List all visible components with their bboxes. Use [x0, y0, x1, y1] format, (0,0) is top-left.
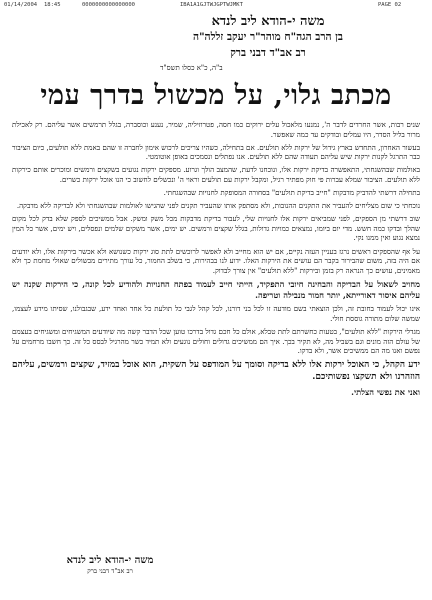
- fax-date: 01/14/2004: [4, 2, 38, 8]
- fax-sender-id: IBA1A1GJTWJGPTWJMKT: [180, 2, 243, 8]
- fax-time: 18:45: [44, 2, 61, 8]
- paragraph: על אף שהספקים ראשים נרגז בעניין העזה נקיים, אם יש הוא מחייב ולא לאפשר לרוכשים לתת סוג ירקות כשנושא ולא אכשר בירקות אלו, ולא יודעים אם היה בזה, משום שהבירור בקבר הם עושים את הירקות האלו. ידוע לנו בבהירות, כי בשלב החמור, כל עורך מתירים מכשולים שאולי מחמת כך ולא מאמינים, עושים כך הנראה רק בזמן ובירקות "ללא תולעים" אין צורך לבדוק.: [12, 246, 420, 275]
- paragraph: אינו יכול לעמוד בחובת זה, ולכן הוצאתי בשם מודעה זו לכל בני דורנו, לכל קהל לגבי כל תולעת כל אחד ואחד ידע, שבגבולנו, שסיתו מידע לעצמו, שמשה שלום מתורה גוססת חולי.: [12, 304, 420, 323]
- letter-body: [12, 120, 420, 401]
- paragraph-emphasis: מחויב לשאול על הבדיקה והבחינה חיובי התפקיד, הייתי חייב לעמוד בפתח החנויות ולהודיע לכל קונה, כי הירקות שקנה יש עליהם איסור דאורייתא, יותר חמור מנבילה וטריפה.: [12, 278, 420, 300]
- fax-page: PAGE 02: [378, 2, 402, 8]
- letter-date: ב"ה, כ"א כסלו תשס"ד: [160, 64, 223, 72]
- fax-header: [0, 0, 432, 10]
- paragraph: נוכחתי כי שום מצליחים להעביר את התקנים ההנובות, ולא מסתפק אותו שהעביר תקנים לפני שהגישו לאולמות שבהשגחתי ולא לבדיקה ללא מדבקה.: [16, 201, 420, 211]
- paragraph: בעשור האחרון, התחדש בארץ גידול של ירקות ללא תולעים. אם בתחילה, כשהיו צריכים לרכוש אימון לחברה זו שהם באמת ללא תולעים, כיום הציבור כבר התרגל לקנות ירקות שיש עליהם תעודה שהם ללא תולעים. אנו נפתלים ונסמכים באופן אוטומטי.: [12, 142, 420, 162]
- signature-title: רב אב"ד דבני ברק: [87, 567, 133, 575]
- letterhead-title: רב אב"ד דבני ברק: [230, 47, 306, 59]
- paragraph: באולמות שבהשגחתי, התאפשרה בדיקת ירקות אלו, ונוכחנו לדעת, שהמצב הולך וגרוע. מספקים ירקות נגועים בשקצים ורמשים ומוכרים אותם כירקות ללא תולעים. הציבור שמלא עברות פי חוק מפתיר רגיל, ומקבל ירקות עם תולעים וראוי ה' ונכשלים לחשוב כי הנו אוכל ירקות כשרים.: [12, 165, 420, 184]
- signature-block: [20, 554, 200, 576]
- letterhead-name: משה י-הודא ליב לנדא: [211, 14, 325, 29]
- letterhead: [118, 14, 418, 60]
- fax-number: 0000000000000000: [82, 2, 135, 8]
- letter-title: מכתב גלוי, על מכשול בדרך עמי: [40, 80, 392, 111]
- paragraph: שוב דרשתי מן הספקים, לפני שמביאים ירקות אלו לחנויות שלי, לעבור בדיקת מדבקות מכל משק ומשק. אבל ממשיכים לספק שלא בדק לכל מקום שהלך ובדקו כמה חשש. מדי יום ביומו, נמצאים כמויות גדולות, בגלל שקצים ורמשים. יש ימים, אשר משקים שלמים ונפסלים, ויש ימים, אשר כל המין נמצא נגוע ואין ממנו נקי.: [12, 214, 420, 243]
- paragraph: מגדלי הירקות "ללא תולעים", בטעות כחשרתם לתת טבלא, אולם כל חכם גדול בדרכו טוען שכל הדבר קשה מה שיודעים המשגיחים ומשגיחים בעצמם של עולם הזה מונים וגם בשביל מה, לא תקיר בכך. איך הם ממשיכים גדולים וחולים נוגעים ולא תמיד כשר מהרגיל לבסס כל זה. כך חשבו מרחמים על נפשם ואנו מה הם ממשיכים אשר, ולא בדקו.: [12, 327, 420, 356]
- signature-name: משה י-הודא ליב לנדא: [66, 555, 154, 566]
- paragraph: בתחילה דרשתי להדביק מדבקות "חייב בדיקת תולעים" בסחורה המסופקת לחנויות שבהשגחתי.: [163, 188, 420, 198]
- paragraph-warning: ידע הקהל, כי האוכל ירקות אלו ללא בדיקה וסומך על המודפס על השקית, הוא אוכל במזיד, שקצים ורמשים, עליהם הוזהרנו ולא תשקצו נפשותיכם.: [12, 360, 420, 383]
- letterhead-father: בן הרב הגה"ח מוהר"ר יעקב זללה"ה: [193, 31, 343, 43]
- paragraph: שנים רבות, אשר החרדים לדבר ה', נמנעו מלאכול עלים ירוקים כמו חסה, פטרוזיליה, שמיר, נענע וכוסברה, בגלל תרמשים אשר עליהם. רק לאכילת מרור בליל הסדר, היו עמלים ובודקים עד כמה שאפשר.: [12, 120, 420, 139]
- paragraph-closing: ואני את נפשי הצלתי.: [351, 386, 420, 397]
